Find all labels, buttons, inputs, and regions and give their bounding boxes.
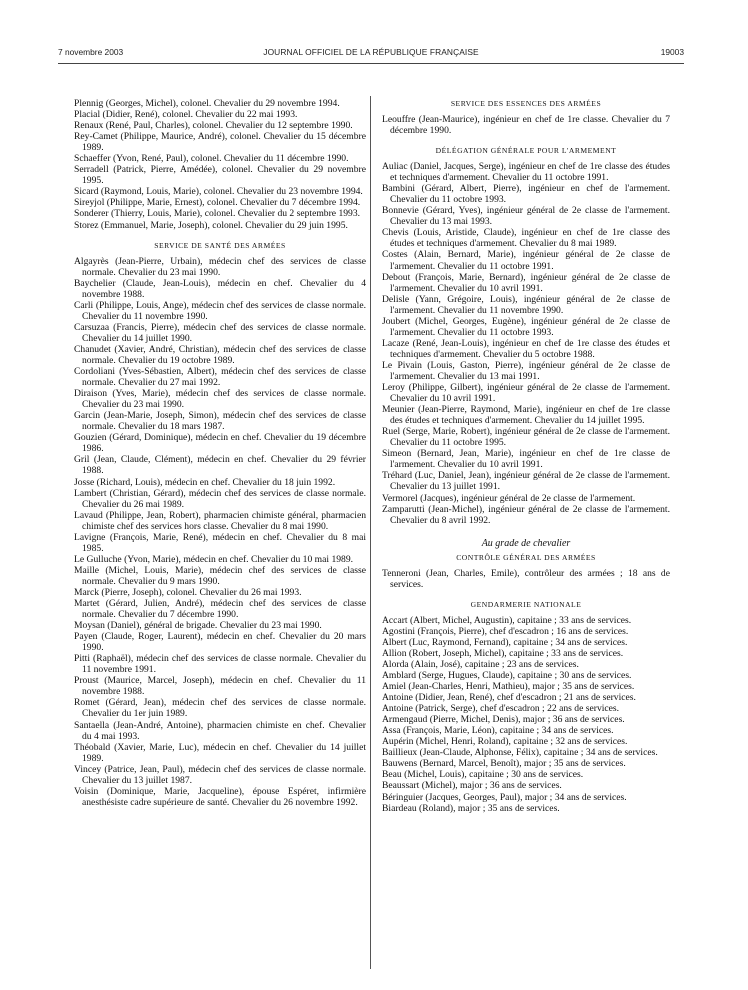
list-item: Diraison (Yves, Marie), médecin chef des services de classe normale. Chevalier du 23 mai 1990. bbox=[74, 388, 366, 411]
list-item: Cordoliani (Yves-Sébastien, Albert), médecin chef des services de classe normale. Chevalier du 27 mai 1992. bbox=[74, 366, 366, 389]
list-item: Aupérin (Michel, Henri, Roland), capitaine ; 32 ans de services. bbox=[382, 736, 628, 748]
list-item: Baillieux (Jean-Claude, Alphonse, Félix), capitaine ; 34 ans de services. bbox=[382, 747, 658, 759]
list-item: Storez (Emmanuel, Marie, Joseph), colonel. Chevalier du 29 juin 1995. bbox=[74, 219, 348, 231]
list-item: Béringuier (Jacques, Georges, Paul), major ; 34 ans de services. bbox=[382, 791, 627, 803]
list-item: Bauwens (Bernard, Marcel, Benoît), major ; 35 ans de services. bbox=[382, 758, 626, 770]
list-item: Chevis (Louis, Aristide, Claude), ingénieur en chef de 1re classe des études et techniques d'armement. Chevalier du 8 mai 1989. bbox=[382, 227, 670, 250]
list-item: Meunier (Jean-Pierre, Raymond, Marie), ingénieur en chef de 1re classe des études et techniques d'armement. Chevalier du 14 juillet 1995. bbox=[382, 404, 670, 427]
list-item: Assa (François, Marie, Léon), capitaine ; 34 ans de services. bbox=[382, 725, 614, 737]
list-item: Payen (Claude, Roger, Laurent), médecin en chef. Chevalier du 20 mars 1990. bbox=[74, 631, 366, 654]
list-item: Baychelier (Claude, Jean-Louis), médecin en chef. Chevalier du 4 novembre 1988. bbox=[74, 277, 366, 300]
list-item: Romet (Gérard, Jean), médecin chef des services de classe normale. Chevalier du 1er juin 1989. bbox=[74, 697, 366, 720]
left-column bbox=[74, 98, 366, 808]
journal-title: JOURNAL OFFICIEL DE LA RÉPUBLIQUE FRANÇAISE bbox=[263, 47, 479, 57]
list-item: Debout (François, Marie, Bernard), ingénieur général de 2e classe de l'armement. Chevalier du 10 avril 1991. bbox=[382, 271, 670, 294]
list-item: Théobald (Xavier, Marie, Luc), médecin en chef. Chevalier du 14 juillet 1989. bbox=[74, 741, 366, 764]
list-item: Placial (Didier, René), colonel. Chevalier du 22 mai 1993. bbox=[74, 109, 298, 121]
gendarmerie-list bbox=[382, 615, 670, 814]
list-item: Chanudet (Xavier, André, Christian), médecin chef des services de classe normale. Chevalier du 19 octobre 1989. bbox=[74, 343, 366, 366]
list-item: Pitti (Raphaël), médecin chef des services de classe normale. Chevalier du 11 novembre 1991. bbox=[74, 653, 366, 676]
list-item: Schaeffer (Yvon, René, Paul), colonel. Chevalier du 11 décembre 1990. bbox=[74, 153, 349, 165]
list-item: Tenneroni (Jean, Charles, Emile), contrôleur des armées ; 18 ans de services. bbox=[382, 567, 670, 590]
dga-list bbox=[382, 161, 670, 526]
list-item: Moysan (Daniel), général de brigade. Chevalier du 23 mai 1990. bbox=[74, 620, 322, 632]
header-rule bbox=[58, 63, 684, 64]
list-item: Amiel (Jean-Charles, Henri, Mathieu), major ; 35 ans de services. bbox=[382, 681, 635, 693]
grade-heading: Au grade de chevalier bbox=[481, 537, 571, 549]
list-item: Carsuzaa (Francis, Pierre), médecin chef des services de classe normale. Chevalier du 14 juillet 1990. bbox=[74, 321, 366, 344]
list-item: Leroy (Philippe, Gilbert), ingénieur général de 2e classe de l'armement. Chevalier du 10 avril 1991. bbox=[382, 382, 670, 405]
list-item: Proust (Maurice, Marcel, Joseph), médecin en chef. Chevalier du 11 novembre 1988. bbox=[74, 675, 366, 698]
section-heading-sante: SERVICE DE SANTÉ DES ARMÉES bbox=[154, 240, 286, 250]
right-column bbox=[382, 98, 670, 814]
sante-list bbox=[74, 256, 366, 808]
list-item: Biardeau (Roland), major ; 35 ans de services. bbox=[382, 802, 560, 814]
list-item: Bambini (Gérard, Albert, Pierre), ingénieur en chef de l'armement. Chevalier du 11 octobre 1993. bbox=[382, 183, 670, 206]
list-item: Serradell (Patrick, Pierre, Amédée), colonel. Chevalier du 29 novembre 1995. bbox=[74, 164, 366, 187]
list-item: Voisin (Dominique, Marie, Jacqueline), épouse Espéret, infirmière anesthésiste cadre supérieure de santé. Chevalier du 26 novembre 1992. bbox=[74, 785, 366, 808]
list-item: Costes (Alain, Bernard, Marie), ingénieur général de 2e classe de l'armement. Chevalier du 11 octobre 1991. bbox=[382, 249, 670, 272]
section-heading-cga: CONTRÔLE GÉNÉRAL DES ARMÉES bbox=[456, 552, 596, 562]
list-item: Delisle (Yann, Grégoire, Louis), ingénieur général de 2e classe de l'armement. Chevalier du 11 novembre 1990. bbox=[382, 293, 670, 316]
list-item: Alorda (Alain, José), capitaine ; 23 ans de services. bbox=[382, 658, 579, 670]
list-item: Ruel (Serge, Marie, Robert), ingénieur général de 2e classe de l'armement. Chevalier du 11 octobre 1995. bbox=[382, 426, 670, 449]
colonel-list bbox=[74, 98, 366, 231]
list-item: Plennig (Georges, Michel), colonel. Chevalier du 29 novembre 1994. bbox=[74, 98, 340, 109]
cga-list bbox=[382, 568, 670, 590]
list-item: Santaella (Jean-André, Antoine), pharmacien chimiste en chef. Chevalier du 4 mai 1993. bbox=[74, 719, 366, 742]
list-item: Garcin (Jean-Marie, Joseph, Simon), médecin chef des services de classe normale. Chevalier du 18 mars 1987. bbox=[74, 410, 366, 433]
list-item: Simeon (Bernard, Jean, Marie), ingénieur en chef de 1re classe de l'armement. Chevalier du 10 avril 1991. bbox=[382, 448, 670, 471]
list-item: Le Pivain (Louis, Gaston, Pierre), ingénieur général de 2e classe de l'armement. Chevalier du 13 mai 1991. bbox=[382, 359, 670, 382]
list-item: Sireyjol (Philippe, Marie, Ernest), colonel. Chevalier du 7 décembre 1994. bbox=[74, 197, 361, 209]
list-item: Vermorel (Jacques), ingénieur général de 2e classe de l'armement. bbox=[382, 492, 636, 504]
list-item: Sicard (Raymond, Louis, Marie), colonel. Chevalier du 23 novembre 1994. bbox=[74, 186, 363, 198]
list-item: Zamparutti (Jean-Michel), ingénieur général de 2e classe de l'armement. Chevalier du 8 avril 1992. bbox=[382, 503, 670, 526]
list-item: Maille (Michel, Louis, Marie), médecin chef des services de classe normale. Chevalier du 9 mars 1990. bbox=[74, 564, 366, 587]
list-item: Amblard (Serge, Hugues, Claude), capitaine ; 30 ans de services. bbox=[382, 670, 632, 682]
column-divider bbox=[370, 96, 371, 969]
list-item: Lambert (Christian, Gérard), médecin chef des services de classe normale. Chevalier du 26 mai 1989. bbox=[74, 487, 366, 510]
list-item: Tréhard (Luc, Daniel, Jean), ingénieur général de 2e classe de l'armement. Chevalier du 13 juillet 1991. bbox=[382, 470, 670, 493]
list-item: Accart (Albert, Michel, Augustin), capitaine ; 33 ans de services. bbox=[382, 614, 632, 626]
list-item: Beau (Michel, Louis), capitaine ; 30 ans de services. bbox=[382, 769, 584, 781]
list-item: Albert (Luc, Raymond, Fernand), capitaine ; 34 ans de services. bbox=[382, 636, 628, 648]
list-item: Algayrès (Jean-Pierre, Urbain), médecin chef des services de classe normale. Chevalier du 23 mai 1990. bbox=[74, 255, 366, 278]
list-item: Allion (Robert, Joseph, Michel), capitaine ; 33 ans de services. bbox=[382, 647, 624, 659]
list-item: Agostini (François, Pierre), chef d'escadron ; 16 ans de services. bbox=[382, 625, 629, 637]
list-item: Le Gulluche (Yvon, Marie), médecin en chef. Chevalier du 10 mai 1989. bbox=[74, 553, 354, 565]
section-heading-dga: DÉLÉGATION GÉNÉRALE POUR L'ARMEMENT bbox=[435, 146, 617, 156]
list-item: Auliac (Daniel, Jacques, Serge), ingénieur en chef de 1re classe des études et techniques d'armement. Chevalier du 11 octobre 1991. bbox=[382, 161, 670, 184]
list-item: Bonnevie (Gérard, Yves), ingénieur général de 2e classe de l'armement. Chevalier du 13 mai 1993. bbox=[382, 205, 670, 228]
list-item: Sonderer (Thierry, Louis, Marie), colonel. Chevalier du 2 septembre 1993. bbox=[74, 208, 361, 220]
list-item: Beaussart (Michel), major ; 36 ans de services. bbox=[382, 780, 562, 792]
list-item: Gouzien (Gérard, Dominique), médecin en chef. Chevalier du 19 décembre 1986. bbox=[74, 432, 366, 455]
list-item: Renaux (René, Paul, Charles), colonel. Chevalier du 12 septembre 1990. bbox=[74, 120, 353, 132]
list-item: Vincey (Patrice, Jean, Paul), médecin chef des services de classe normale. Chevalier du 13 juillet 1987. bbox=[74, 763, 366, 786]
list-item: Armengaud (Pierre, Michel, Denis), major ; 36 ans de services. bbox=[382, 714, 625, 726]
list-item: Rey-Camet (Philippe, Maurice, André), colonel. Chevalier du 15 décembre 1989. bbox=[74, 131, 366, 154]
section-heading-gendarmerie: GENDARMERIE NATIONALE bbox=[470, 599, 582, 609]
page-header bbox=[58, 47, 684, 61]
list-item: Martet (Gérard, Julien, André), médecin chef des services de classe normale. Chevalier du 7 décembre 1990. bbox=[74, 598, 366, 621]
list-item: Carli (Philippe, Louis, Ange), médecin chef des services de classe normale. Chevalier du 11 novembre 1990. bbox=[74, 299, 366, 322]
page-number: 19003 bbox=[660, 47, 684, 57]
essences-list bbox=[382, 114, 670, 136]
list-item: Marck (Pierre, Joseph), colonel. Chevalier du 26 mai 1993. bbox=[74, 586, 302, 598]
list-item: Lavigne (François, Marie, René), médecin en chef. Chevalier du 8 mai 1985. bbox=[74, 531, 366, 554]
list-item: Lacaze (René, Jean-Louis), ingénieur en chef de 1re classe des études et techniques d'armement. Chevalier du 5 octobre 1988. bbox=[382, 337, 670, 360]
list-item: Antoine (Didier, Jean, René), chef d'escadron ; 21 ans de services. bbox=[382, 692, 636, 704]
list-item: Lavaud (Philippe, Jean, Robert), pharmacien chimiste général, pharmacien chimiste chef des services hors classe. Chevalier du 8 mai 1990. bbox=[74, 509, 366, 532]
section-heading-essences: SERVICE DES ESSENCES DES ARMÉES bbox=[450, 99, 602, 108]
header-date: 7 novembre 2003 bbox=[58, 47, 124, 57]
list-item: Joubert (Michel, Georges, Eugène), ingénieur général de 2e classe de l'armement. Chevalier du 11 octobre 1993. bbox=[382, 315, 670, 338]
list-item: Josse (Richard, Louis), médecin en chef. Chevalier du 18 juin 1992. bbox=[74, 476, 336, 488]
list-item: Leouffre (Jean-Maurice), ingénieur en chef de 1re classe. Chevalier du 7 décembre 1990. bbox=[382, 114, 670, 137]
list-item: Gril (Jean, Claude, Clément), médecin en chef. Chevalier du 29 février 1988. bbox=[74, 454, 366, 477]
list-item: Antoine (Patrick, Serge), chef d'escadron ; 22 ans de services. bbox=[382, 703, 620, 715]
